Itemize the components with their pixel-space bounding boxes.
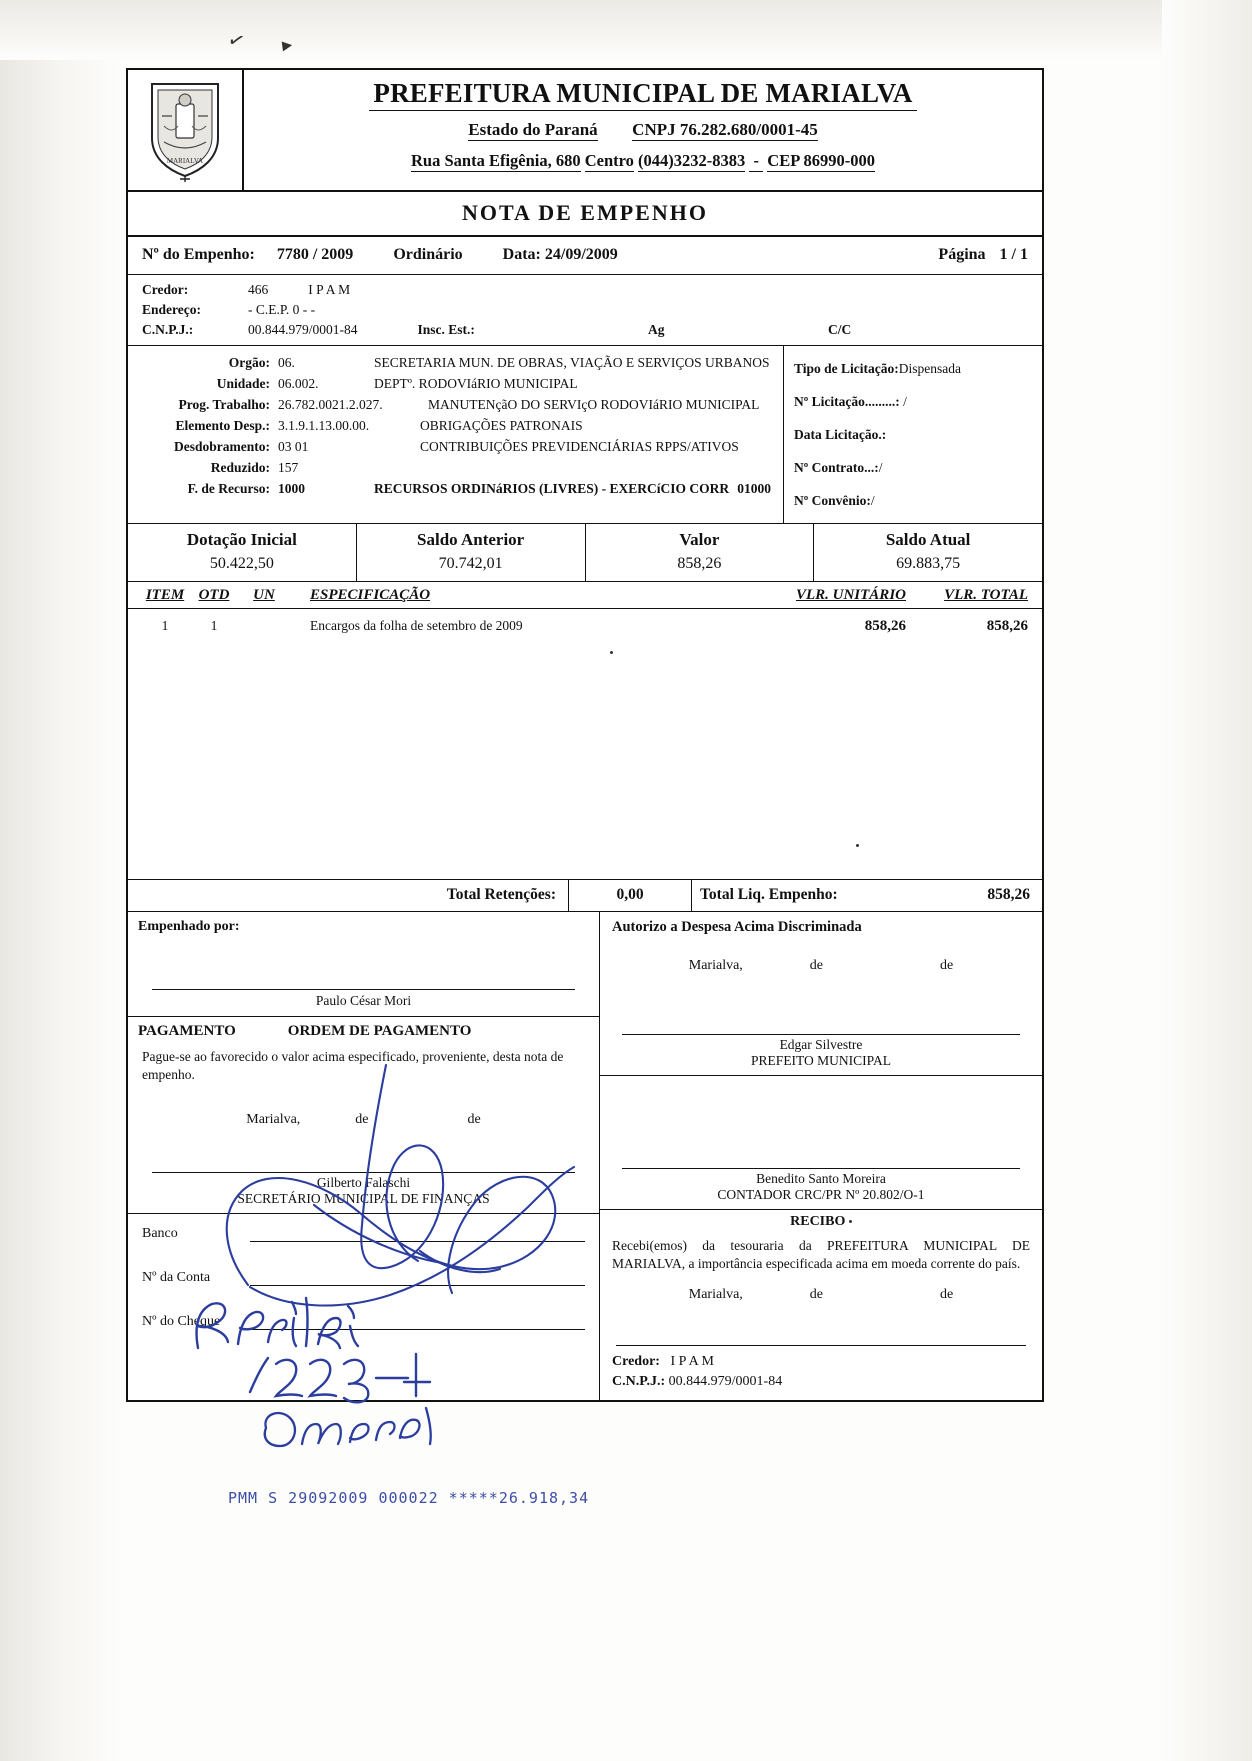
- licitacao-type-label: Tipo de Licitação:: [794, 360, 899, 376]
- empenho-date-label: Data:: [502, 246, 541, 263]
- cell-otd: 1: [210, 618, 218, 633]
- creditor-block: [128, 275, 1042, 346]
- conta-label: Nº da Conta: [142, 1270, 211, 1286]
- classification-left: [128, 346, 783, 523]
- classification-block: [128, 346, 1042, 524]
- items-table-header: [128, 582, 1042, 609]
- saldo-anterior-value: 70.742,01: [438, 555, 503, 572]
- pen-mark-2: ▸: [280, 33, 294, 57]
- saldos-row: [128, 524, 1042, 582]
- cheque-label: Nº do Cheque: [142, 1314, 221, 1330]
- classification-row: [138, 478, 777, 499]
- creditor-label: Credor:: [142, 282, 189, 297]
- empenho-date-value: 24/09/2009: [544, 246, 618, 263]
- licitacao-date-label: Data Licitação.:: [794, 426, 887, 442]
- footer-cnpj-line: [612, 1372, 1030, 1392]
- pagamento-city: Marialva,: [246, 1112, 301, 1128]
- classification-row: [138, 352, 777, 373]
- recibo-header: [600, 1209, 1042, 1233]
- document-title: NOTA DE EMPENHO: [128, 192, 1042, 237]
- dotacao-inicial-value: 50.422,50: [209, 555, 274, 572]
- classification-right: [783, 346, 1042, 523]
- creditor-cnpj-label: C.N.P.J.:: [142, 322, 194, 337]
- total-liquido-value: 858,26: [987, 886, 1030, 903]
- recibo-dot: [849, 1220, 852, 1223]
- footer-cnpj-value: 00.844.979/0001-84: [668, 1374, 783, 1390]
- classification-code: 1000: [278, 480, 305, 496]
- signature-right-column: [600, 912, 1042, 1400]
- cell-un: [240, 618, 288, 635]
- dotacao-inicial-label: Dotação Inicial: [186, 530, 297, 549]
- ag-label: Ag: [648, 322, 665, 337]
- prefeito-role: PREFEITO MUNICIPAL: [751, 1053, 891, 1068]
- scan-shadow-left: [0, 0, 120, 1761]
- footer-creditor-value: I P A M: [670, 1354, 714, 1370]
- footer-creditor-line: [612, 1352, 1030, 1372]
- recibo-label: RECIBO: [790, 1214, 846, 1229]
- scan-speck-2: [856, 844, 859, 847]
- recibo-text: Recebi(emos) da tesouraria da PREFEITURA MUNICIPAL DE MARIALVA, a importância especificada acima em moeda corrente do país.: [612, 1238, 1030, 1272]
- cell-vlr-total: 858,26: [986, 618, 1028, 634]
- crest-cell: [128, 70, 244, 190]
- classification-code: 157: [278, 459, 299, 475]
- header-address-line: Rua Santa Efigênia, 680 Centro (044)3232-8383 - CEP 86990-000: [411, 151, 875, 170]
- empenho-type: Ordinário: [393, 246, 463, 263]
- valor-value: 858,26: [677, 555, 722, 572]
- recibo-de-2: de: [940, 1287, 954, 1303]
- column-un: UN: [253, 587, 275, 603]
- valor-label: Valor: [679, 530, 720, 549]
- creditor-name: I P A M: [308, 282, 351, 297]
- scan-shadow-top: [0, 0, 1252, 60]
- empenho-number-value: 7780 / 2009: [276, 246, 354, 263]
- secretario-role: SECRETÁRIO MUNICIPAL DE FINANÇAS: [237, 1191, 490, 1207]
- classification-row: [138, 373, 777, 394]
- footer-machine-code: PMM S 29092009 000022 *****26.918,34: [228, 1489, 590, 1507]
- valor-cell: [586, 524, 815, 581]
- saldo-atual-cell: [814, 524, 1042, 581]
- classification-label: Reduzido:: [210, 459, 270, 475]
- saldo-anterior-label: Saldo Anterior: [417, 530, 525, 549]
- prefeito-name: Edgar Silvestre: [779, 1037, 863, 1052]
- secretario-name: Gilberto Falaschi: [316, 1175, 411, 1191]
- convenio-label: Nº Convênio:: [794, 492, 871, 508]
- licitacao-type-row: [794, 352, 1036, 385]
- pagamento-header: [128, 1016, 599, 1044]
- classification-code: 03 01: [278, 438, 309, 454]
- svg-text:MARIALVA: MARIALVA: [166, 157, 204, 165]
- pagamento-de-1: de: [355, 1112, 369, 1128]
- licitacao-type-value: Dispensada: [898, 360, 961, 376]
- classification-label: Unidade:: [216, 375, 270, 391]
- classification-label: Orgão:: [228, 354, 270, 370]
- classification-row: [138, 436, 777, 457]
- classification-desc: DEPTº. RODOVIáRIO MUNICIPAL: [374, 375, 578, 391]
- totals-row: [128, 879, 1042, 912]
- saldo-anterior-cell: [357, 524, 586, 581]
- empenho-summary-row: [128, 237, 1042, 275]
- footer-creditor-block: [600, 1346, 1042, 1400]
- classification-row: [138, 457, 777, 478]
- coat-of-arms-icon: [142, 76, 228, 184]
- classification-extra: 01000: [737, 480, 771, 496]
- classification-code: 06.002.: [278, 375, 319, 391]
- column-especificacao: ESPECIFICAÇÃO: [310, 587, 431, 603]
- cell-especificacao: Encargos da folha de setembro de 2009: [310, 618, 523, 633]
- cell-item: 1: [161, 618, 169, 633]
- conta-line: [142, 1268, 585, 1286]
- cheque-line: [142, 1312, 585, 1330]
- bank-line: [142, 1224, 585, 1242]
- column-item: ITEM: [145, 587, 185, 603]
- autorizo-de-2: de: [940, 958, 954, 973]
- pen-mark-1: ✓: [224, 27, 248, 55]
- licitacao-number-value: /: [903, 393, 907, 409]
- ordem-pagamento-label: ORDEM DE PAGAMENTO: [287, 1023, 472, 1039]
- classification-row: [138, 415, 777, 436]
- total-retencoes-label: Total Retenções:: [446, 886, 556, 903]
- empenhado-por-label: Empenhado por:: [138, 919, 240, 934]
- creditor-name-line: [142, 280, 1028, 300]
- classification-desc: RECURSOS ORDINáRIOS (LIVRES) - EXERCíCIO CORR: [374, 480, 730, 496]
- signature-left-column: [128, 912, 600, 1400]
- autorizo-city: Marialva,: [688, 958, 743, 973]
- recibo-de-1: de: [809, 1287, 824, 1303]
- state-label: Estado do Paraná: [468, 120, 598, 139]
- handwritten-cheque-value: [250, 1402, 460, 1460]
- creditor-cnpj-line: [142, 320, 1028, 340]
- classification-label: F. de Recurso:: [187, 480, 270, 496]
- contador-block: [600, 1075, 1042, 1209]
- header-text: [244, 70, 1042, 190]
- convenio-row: [794, 484, 1036, 517]
- contrato-row: [794, 451, 1036, 484]
- classification-desc: CONTRIBUIÇÕES PREVIDENCIÁRIAS RPPS/ATIVOS: [420, 438, 739, 454]
- total-liquido-label: Total Liq. Empenho:: [691, 880, 894, 911]
- classification-desc: OBRIGAÇÕES PATRONAIS: [420, 417, 583, 433]
- classification-desc: SECRETARIA MUN. DE OBRAS, VIAÇÃO E SERVIÇOS URBANOS: [374, 354, 770, 370]
- empenho-number-label: Nº do Empenho:: [142, 246, 255, 263]
- scan-shadow-right: [1162, 0, 1252, 1761]
- creditor-code: 466: [248, 282, 269, 297]
- contador-name: Benedito Santo Moreira: [756, 1171, 886, 1186]
- creditor-address-line: [142, 300, 1028, 320]
- scan-speck-1: [610, 651, 613, 654]
- total-retencoes-value: 0,00: [568, 880, 691, 911]
- footer-creditor-label: Credor:: [612, 1354, 660, 1370]
- classification-label: Prog. Trabalho:: [178, 396, 270, 412]
- conta-field[interactable]: [250, 1268, 585, 1286]
- column-otd: OTD: [198, 587, 230, 603]
- pagamento-text: Pague-se ao favorecido o valor acima especificado, proveniente, desta nota de empenho.: [142, 1049, 564, 1083]
- classification-code: 3.1.9.1.13.00.00.: [278, 417, 370, 433]
- footer-cnpj-label: C.N.P.J.:: [612, 1374, 666, 1390]
- saldo-atual-label: Saldo Atual: [885, 530, 971, 549]
- cc-label: C/C: [828, 322, 852, 337]
- licitacao-number-row: [794, 385, 1036, 418]
- cep: CEP 86990-000: [767, 151, 875, 170]
- page-label: Página: [938, 246, 986, 263]
- dotacao-inicial-cell: [128, 524, 357, 581]
- pagamento-label: PAGAMENTO: [138, 1023, 236, 1039]
- bank-details-block: [128, 1213, 599, 1346]
- insc-est-label: Insc. Est.:: [417, 322, 475, 337]
- creditor-address-value: - C.E.P. 0 - -: [248, 302, 316, 317]
- contrato-value: /: [878, 459, 883, 475]
- recibo-city-line: [600, 1273, 1042, 1303]
- creditor-address-label: Endereço:: [142, 302, 201, 317]
- cell-vlr-unitario: 858,26: [864, 618, 906, 634]
- items-table-body: [128, 609, 1042, 879]
- empenhado-por-name: Paulo César Mori: [315, 993, 412, 1008]
- page-value: 1 / 1: [999, 246, 1028, 263]
- classification-code: 06.: [278, 354, 295, 370]
- banco-field[interactable]: [250, 1224, 585, 1242]
- classification-code: 26.782.0021.2.027.: [278, 396, 383, 412]
- saldo-atual-value: 69.883,75: [896, 555, 961, 572]
- licitacao-number-label: Nº Licitação.........:: [794, 393, 900, 409]
- document-header: [128, 70, 1042, 192]
- nota-de-empenho-document: [126, 68, 1044, 1402]
- column-vlr-total: VLR. TOTAL: [944, 587, 1028, 603]
- autorizo-label: Autorizo a Despesa Acima Discriminada: [612, 919, 862, 935]
- phone-number: (044)3232-8383: [638, 151, 746, 170]
- recibo-city: Marialva,: [688, 1287, 743, 1303]
- banco-label: Banco: [142, 1226, 178, 1242]
- classification-label: Desdobramento:: [174, 438, 270, 454]
- classification-label: Elemento Desp.:: [175, 417, 270, 433]
- column-vlr-unitario: VLR. UNITÁRIO: [795, 587, 906, 603]
- creditor-cnpj-value: 00.844.979/0001-84: [248, 322, 358, 337]
- signature-line: [152, 935, 575, 990]
- org-title: PREFEITURA MUNICIPAL DE MARIALVA: [369, 78, 916, 111]
- classification-desc: MANUTENçãO DO SERVIçO RODOVIáRIO MUNICIPAL: [428, 396, 760, 412]
- contrato-label: Nº Contrato...:: [794, 459, 879, 475]
- autorizo-de-1: de: [809, 958, 824, 973]
- empenhado-por-signature-box: [128, 935, 599, 990]
- licitacao-date-row: [794, 418, 1036, 451]
- address-district: Centro: [584, 151, 634, 170]
- autorizo-city-line: [600, 936, 1042, 974]
- pagamento-city-line: [128, 1084, 599, 1128]
- convenio-value: /: [870, 492, 875, 508]
- header-subline: [252, 120, 1034, 140]
- classification-row: [138, 394, 777, 415]
- cheque-field[interactable]: [250, 1312, 585, 1330]
- cnpj-label: CNPJ 76.282.680/0001-45: [632, 120, 818, 139]
- table-row: [128, 615, 1042, 638]
- signature-area: [128, 912, 1042, 1400]
- address-street: Rua Santa Efigênia, 680: [411, 151, 581, 170]
- contador-role: CONTADOR CRC/PR Nº 20.802/O-1: [717, 1187, 925, 1202]
- pagamento-de-2: de: [467, 1112, 481, 1128]
